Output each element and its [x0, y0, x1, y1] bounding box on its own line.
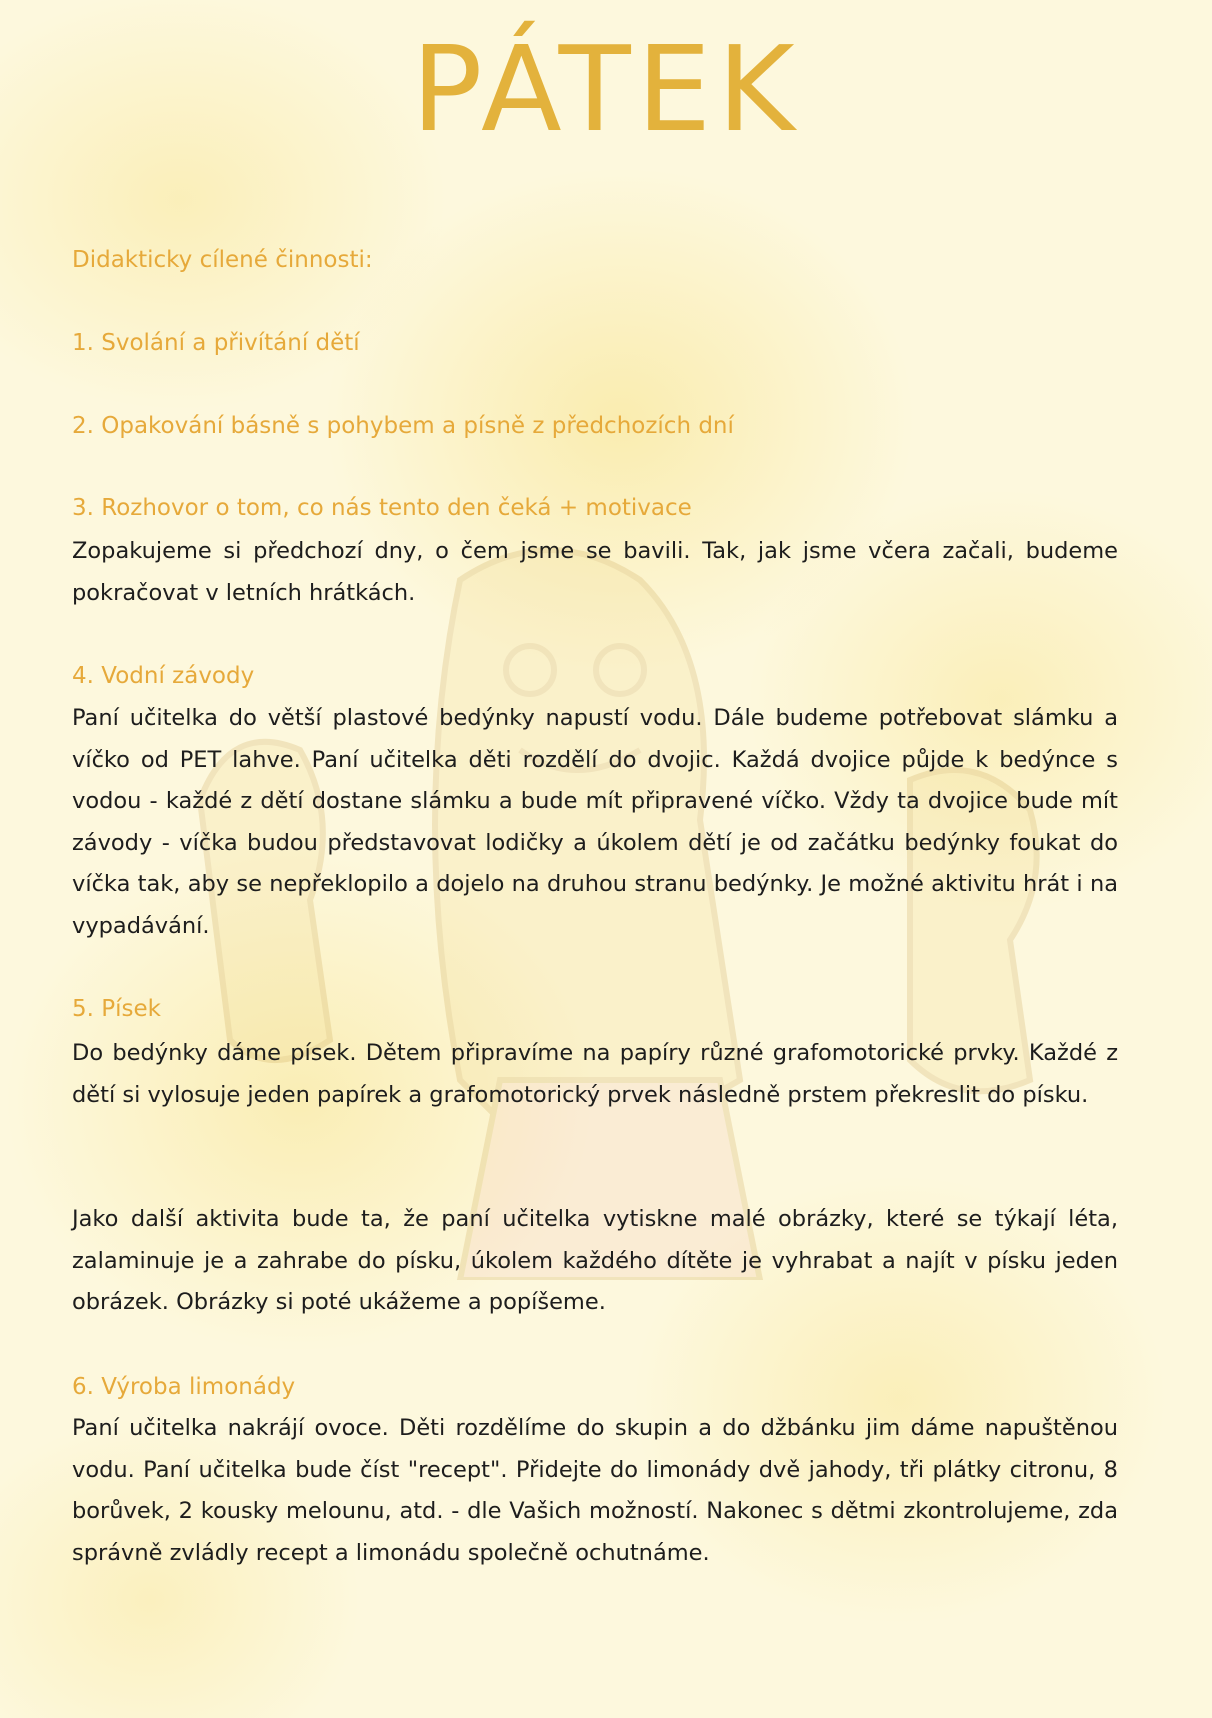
- intro-heading: Didakticky cílené činnosti:: [72, 247, 373, 273]
- item-4-heading: 4. Vodní závody: [72, 663, 255, 689]
- item-5-heading: 5. Písek: [72, 996, 161, 1022]
- item-1-heading: 1. Svolání a přivítání dětí: [72, 330, 360, 356]
- item-2-heading: 2. Opakování básně s pohybem a písně z předchozích dní: [72, 413, 734, 439]
- item-3-heading: 3. Rozhovor o tom, co nás tento den čeká + motivace: [72, 495, 692, 521]
- item-6-heading: 6. Výroba limonády: [72, 1374, 296, 1400]
- page-title: PÁTEK: [411, 20, 801, 158]
- item-5-text: Do bedýnky dáme písek. Dětem připravíme na papíry různé grafomotorické prvky. Každé z dětí si vylosuje jeden papírek a grafomotorický prvek následně prstem překreslit do písku.: [72, 1040, 1118, 1108]
- item-5-text-2: Jako další aktivita bude ta, že paní učitelka vytiskne malé obrázky, které se týkají léta, zalaminuje je a zahrabe do písku, úkolem každého dítěte je vyhrabat a najít v písku jeden obrázek. Obrázky si poté ukážeme a popíšeme.: [72, 1206, 1118, 1315]
- item-6-text: Paní učitelka nakrájí ovoce. Děti rozdělíme do skupin a do džbánku jim dáme napuštěnou vodu. Paní učitelka bude číst "recept". Přidejte do limonády dvě jahody, tři plátky citronu, 8 borůvek, 2 kousky melounu, atd. - dle Vašich možností. Nakonec s dětmi zkontrolujeme, zda správně zvládly recept a limonádu společně ochutnáme.: [72, 1415, 1118, 1566]
- item-3-text: Zopakujeme si předchozí dny, o čem jsme se bavili. Tak, jak jsme včera začali, budeme pokračovat v letních hrátkách.: [72, 538, 1118, 606]
- item-4-text: Paní učitelka do větší plastové bedýnky napustí vodu. Dále budeme potřebovat slámku a víčko od PET lahve. Paní učitelka děti rozdělí do dvojic. Každá dvojice půjde k bedýnce s vodou - každé z dětí dostane slámku a bude mít připravené víčko. Vždy ta dvojice bude mít závody - víčka budou představovat lodičky a úkolem dětí je od začátku bedýnky foukat do víčka tak, aby se nepřeklopilo a dojelo na druhou stranu bedýnky. Je možné aktivitu hrát i na vypadávání.: [72, 705, 1118, 939]
